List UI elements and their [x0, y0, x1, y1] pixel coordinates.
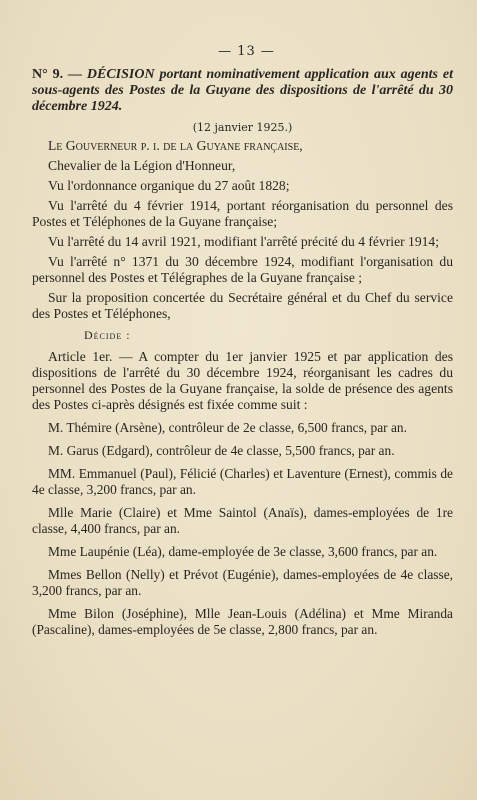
preamble-chevalier: Chevalier de la Légion d'Honneur,: [48, 158, 236, 173]
preamble-vu-arrete-1924: Vu l'arrêté n° 1371 du 30 décembre 1924, modifiant l'organisation du personnel des Postes et Télégraphes de la Guyane française ;: [32, 254, 453, 285]
preamble-vu-arrete-1914: Vu l'arrêté du 4 février 1914, portant réorganisation du personnel des Postes et Téléphones de la Guyane française;: [32, 198, 453, 229]
entry-marie-saintol: Mlle Marie (Claire) et Mme Saintol (Anaïs), dames-employées de 1re classe, 4,400 francs, par an.: [32, 505, 453, 536]
decision-number: N° 9.: [32, 67, 64, 82]
entry-laupenie: Mme Laupénie (Léa), dame-employée de 3e classe, 3,600 francs, par an.: [48, 544, 438, 559]
entry-emmanuel-felicie-laventure: MM. Emmanuel (Paul), Félicié (Charles) et Laventure (Ernest), commis de 4e classe, 3,200 francs, par an.: [32, 466, 453, 497]
page-number: — 13 —: [218, 44, 275, 59]
decide-label: Décide :: [84, 328, 131, 342]
preamble-vu-ordonnance: Vu l'ordonnance organique du 27 août 1828;: [48, 178, 290, 193]
entry-themire: M. Thémire (Arsène), contrôleur de 2e classe, 6,500 francs, par an.: [48, 420, 407, 435]
entry-bellon-prevot: Mmes Bellon (Nelly) et Prévot (Eugénie), dames-employées de 4e classe, 3,200 francs, par an.: [32, 567, 453, 598]
preamble-vu-arrete-1921: Vu l'arrêté du 14 avril 1921, modifiant l'arrêté précité du 4 février 1914;: [48, 234, 439, 249]
entry-garus: M. Garus (Edgard), contrôleur de 4e classe, 5,500 francs, par an.: [48, 443, 395, 458]
entry-bilon-jeanlouis-miranda: Mme Bilon (Joséphine), Mlle Jean-Louis (Adélina) et Mme Miranda (Pascaline), dames-employées de 5e classe, 2,800 francs, par an.: [32, 606, 453, 637]
preamble-proposition: Sur la proposition concertée du Secrétaire général et du Chef du service des Postes et Téléphones,: [32, 290, 453, 321]
decision-title: — DÉCISION portant nominativement application aux agents et sous-agents des Postes de la Guyane des dispositions de l'arrêté du 30 décembre 1924.: [32, 67, 453, 114]
decision-date: (12 janvier 1925.): [192, 121, 293, 134]
preamble-governor: Le Gouverneur p. i. de la Guyane française,: [48, 138, 303, 153]
article-1: Article 1er. — A compter du 1er janvier 1925 et par application des dispositions de l'arrêté du 30 décembre 1924, réorganisant les cadres du personnel des Postes de la Guyane française, la solde de présence des agents des Postes ci-après désignés est fixée comme suit :: [32, 349, 453, 412]
decision-heading: [32, 67, 453, 115]
